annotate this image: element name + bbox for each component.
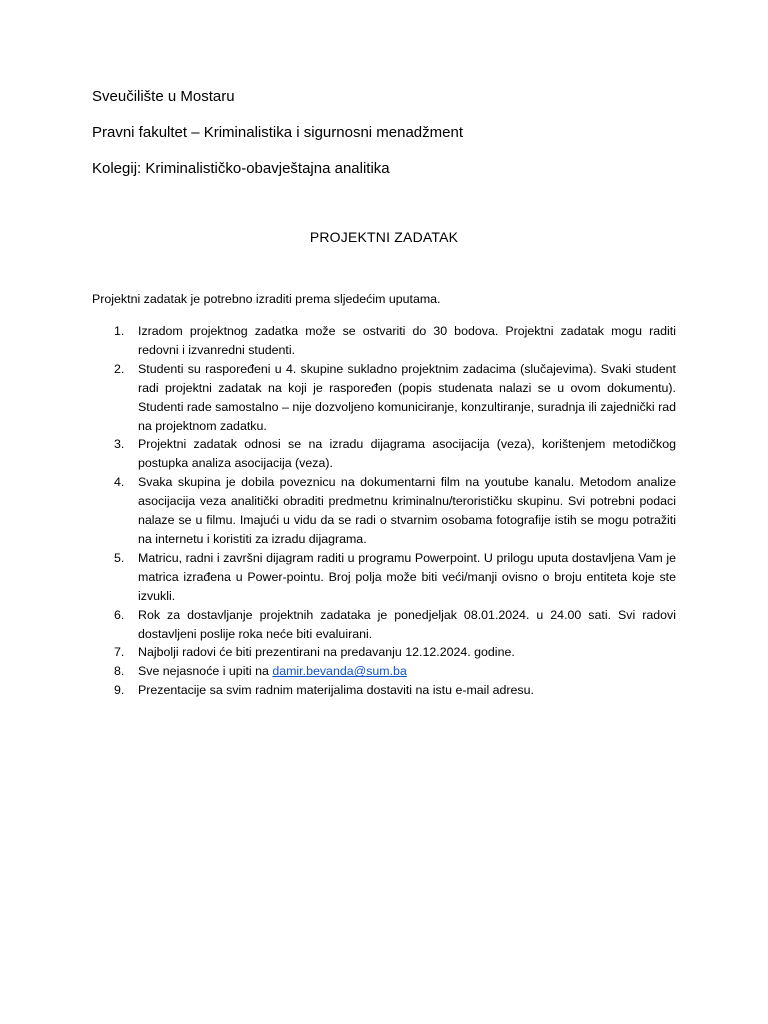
list-item [92,473,676,549]
list-number: 8. [114,664,125,679]
list-item-text [138,662,676,681]
list-number: 2. [114,361,125,376]
list-item [92,360,676,436]
list-item-text: Najbolji radovi će biti prezentirani na predavanju 12.12.2024. godine. [138,645,515,660]
list-item [92,322,676,360]
email-link[interactable]: damir.bevanda@sum.ba [272,664,407,679]
list-item [92,643,676,662]
university-name: Sveučilište u Mostaru [92,88,235,105]
list-item [92,606,676,644]
list-item [92,681,676,700]
list-number: 4. [114,475,125,490]
list-number: 3. [114,437,125,452]
document-title: PROJEKTNI ZADATAK [309,229,459,245]
intro-text: Projektni zadatak je potrebno izraditi prema sljedećim uputama. [92,292,441,306]
list-number: 7. [114,645,125,660]
list-number: 6. [114,607,125,622]
list-number: 9. [114,683,125,698]
list-number: 1. [114,324,125,338]
faculty-name: Pravni fakultet – Kriminalistika i sigurnosni menadžment [92,124,463,141]
list-item-text: Projektni zadatak odnosi se na izradu dijagrama asocijacija (veza), korištenjem metodičkog postupka analiza asocijacija (veza). [138,437,676,471]
course-name: Kolegij: Kriminalističko-obavještajna analitika [92,160,390,177]
list-item-text: Rok za dostavljanje projektnih zadataka je ponedjeljak 08.01.2024. u 24.00 sati. Svi radovi dostavljeni poslije roka neće biti evaluirani. [138,607,676,641]
list-item-text: Matricu, radni i završni dijagram raditi u programu Powerpoint. U prilogu uputa dostavljena Vam je matrica izrađena u Power-pointu. Broj polja može biti veći/manji ovisno o broju entiteta koje ste izvukli. [138,550,676,603]
instructions-list [92,322,676,700]
contact-text: Sve nejasnoće i upiti na [138,664,273,679]
list-item-text: Izradom projektnog zadatka može se ostvariti do 30 bodova. Projektni zadatak mogu raditi redovni i izvanredni studenti. [138,324,676,357]
list-item [92,435,676,473]
list-number: 5. [114,550,125,565]
list-item-text: Studenti su raspoređeni u 4. skupine sukladno projektnim zadacima (slučajevima). Svaki student radi projektni zadatak na koji je raspoređen (popis studenata nalazi se u ovom dokumentu). Studenti rade samostalno – nije dozvoljeno komuniciranje, konzultiranje, suradnja ili zajednički rad na projektnom zadatku. [138,361,676,433]
list-item-text: Prezentacije sa svim radnim materijalima dostaviti na istu e-mail adresu. [138,683,534,698]
list-item-text: Svaka skupina je dobila poveznicu na dokumentarni film na youtube kanalu. Metodom analize asocijacija veza analitički obraditi predmetnu kriminalnu/terorističku skupinu. Svi potrebni podaci nalaze se u filmu. Imajući u vidu da se radi o stvarnim osobama fotografije istih se mogu potražiti na internetu i koristiti za izradu dijagrama. [138,475,676,546]
list-item [92,549,676,606]
list-item [92,662,676,681]
